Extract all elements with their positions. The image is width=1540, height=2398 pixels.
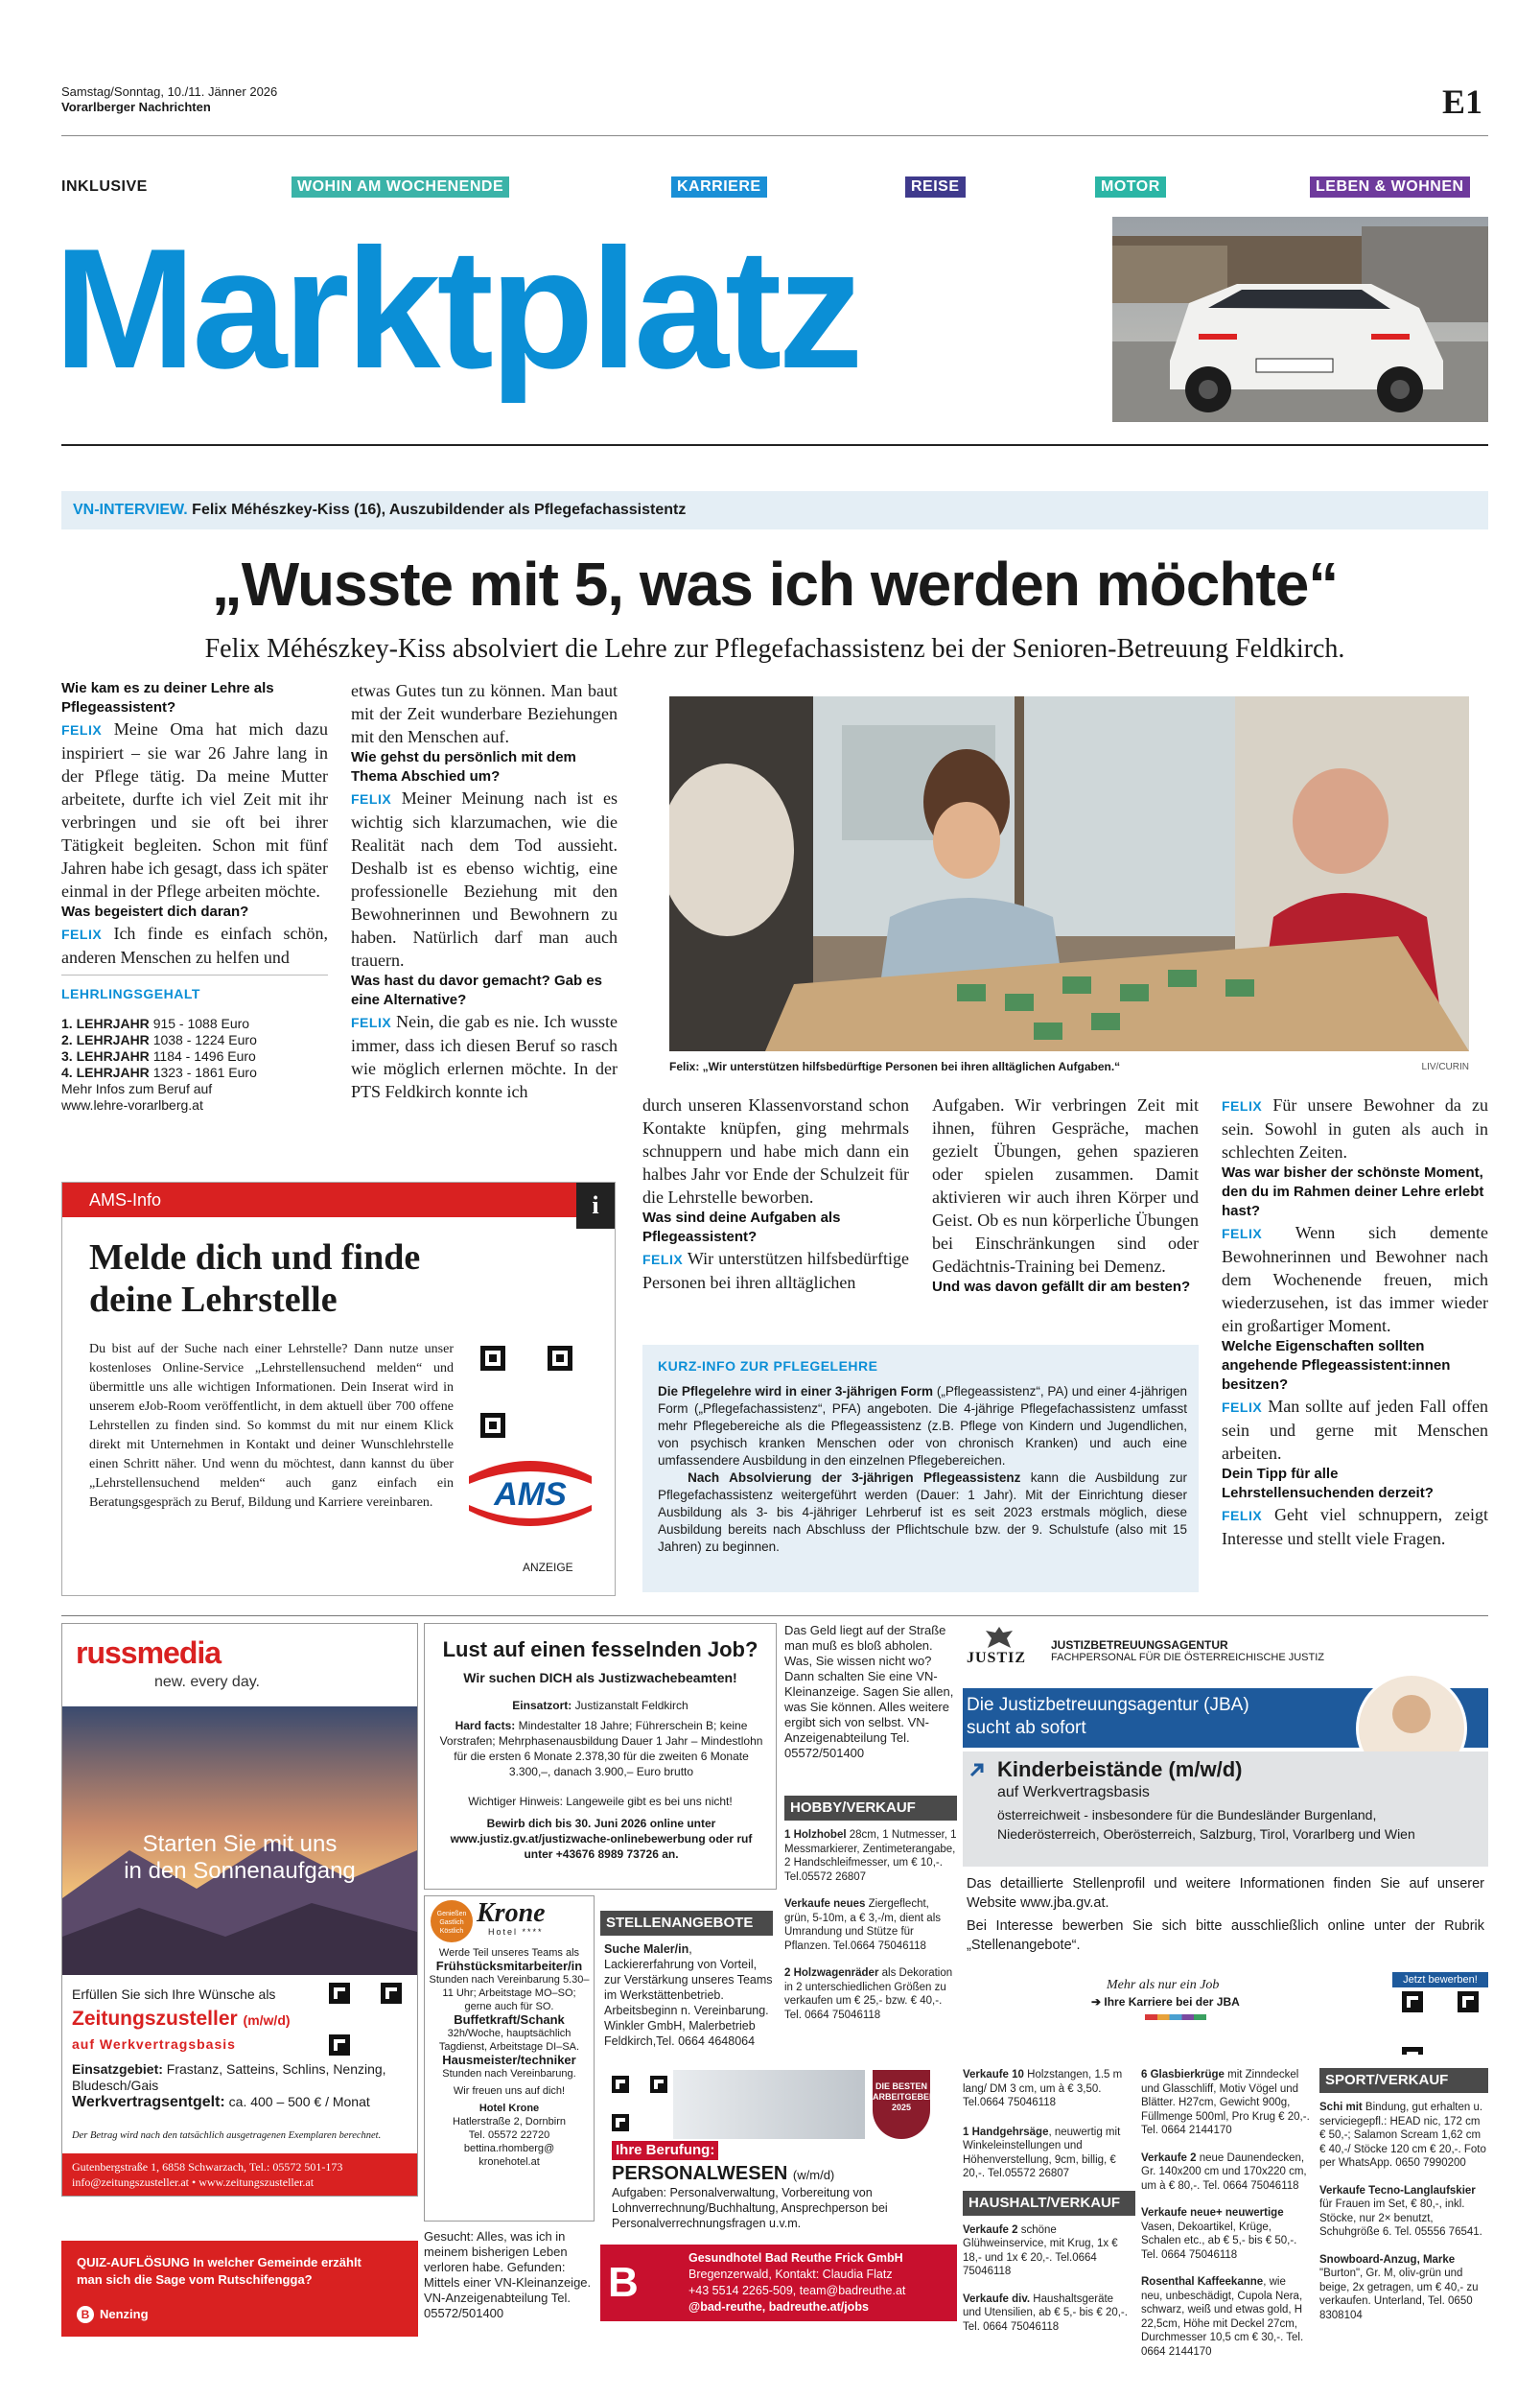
photo-credit: LIV/CURIN (1421, 1062, 1469, 1072)
russmedia-basis: auf Werkvertragsbasis (72, 2036, 236, 2052)
classified-item: 6 Glasbierkrüge mit Zinndeckel und Glasschliff, Motiv Vögel und Blätter. H27cm, Gewicht 900g, Füllmenge 500ml, Pro Krug € 20,-. Tel. 0664 2144170 (1141, 2069, 1310, 2136)
krone-logo: Krone (477, 1898, 546, 1928)
speaker-label: FELIX (642, 1252, 684, 1267)
russmedia-qr-code-icon[interactable] (329, 1983, 402, 2056)
hobby-items (784, 1828, 957, 2022)
answer-4: Nein, die gab es nie. Ich wusste immer, dass ich diesen Beruf so rasch wie möglich erlernen möchte. In der PTS Feldkirch konnte ich (351, 1012, 618, 1101)
classified-item: Snowboard-Anzug, Marke "Burton", Gr. M, oliv-grün und beige, 2x getragen, um € 40,- zu verkaufen. Unterland, Tel. 0650 8308104 (1319, 2253, 1479, 2321)
ams-text: Du bist auf der Suche nach einer Lehrstelle? Dann nutze unser kostenloses Online-Service „Lehrstellensuchend melden“ und übermittle uns alle wichtigen Informationen. Dein Inserat wird in unserem eJob-Room veröffentlicht, in dem aktuell über 700 offene Lehrstellen zu finden sind. So kommst du mit nur einem Klick direkt mit Unternehmen in Kontakt und deiner Wunschlehrstelle einen Schritt näher. Und wenn du möchtest, dann kannst du über „Lehrstellensuchend melden“ auch ganz einfach ein Beratungsgespräch zu Beruf, Bildung und Karriere vereinbaren. (89, 1342, 454, 1510)
justizwache-ort: Einsatzort: Justizanstalt Feldkirch (512, 1699, 688, 1712)
russmedia-logo: russmedia (76, 1635, 222, 1670)
classified-item: Verkaufe Tecno-Langlaufskier für Frauen im Set, € 80,-, inkl. Stöcke, nur 2× benutzt, Schuhgröße 6. Tel. 05556 76541. (1319, 2184, 1482, 2238)
justizwache-sub: Wir suchen DICH als Justizwachebeamten! (463, 1670, 737, 1685)
ams-tag: AMS-Info (62, 1183, 615, 1217)
jba-job-box (963, 1751, 1488, 1867)
reuthe-award-badge: DIE BESTEN ARBEITGEBER 2025 (873, 2070, 930, 2139)
ams-title: Melde dich und finde deine Lehrstelle (89, 1237, 421, 1320)
speaker-label: FELIX (1222, 1226, 1263, 1241)
article-column-1 (61, 679, 328, 1114)
classified-item: 2 Holzwagenräder als Dekoration in 2 unterschiedlichen Größen zu verkaufen um € 25,- bzw. € 40,-. Tel. 0664 75046118 (784, 1967, 953, 2021)
salary-title: LEHRLINGSGEHALT (61, 986, 200, 1001)
question-8: Welche Eigenschaften sollten angehende Pflegeassistent:innen besitzen? (1222, 1338, 1451, 1393)
jba-region: österreichweit - insbesondere für die Bundesländer Burgenland, Niederösterreich, Oberösterreich, Salzburg, Tirol, Vorarlberg und Wien (997, 1807, 1415, 1842)
question-3: Wie gehst du persönlich mit dem Thema Abschied um? (351, 749, 576, 785)
gesucht-text: Gesucht: Alles, was ich in meinem bisherigen Leben verloren habe. Gefunden: Mittels einer VN-Kleinanzeige. VN-Anzeigenabteilung Tel. 05572/501400 (424, 2229, 592, 2320)
masthead-title: Marktplatz (54, 213, 860, 404)
answer-6: Für unsere Bewohner da zu sein. Sowohl in guten als auch in schlechten Zeiten. (1222, 1095, 1488, 1162)
sport-section-title: SPORT/VERKAUF (1319, 2068, 1488, 2093)
hobby-section-title: HOBBY/VERKAUF (784, 1796, 957, 1821)
salary-row: 4. LEHRJAHR 1323 - 1861 Euro (61, 1065, 257, 1080)
question-5: Was sind deine Aufgaben als Pflegeassistent? (642, 1210, 841, 1245)
jba-qr-code-icon[interactable] (1402, 1991, 1479, 2055)
issue-date: Samstag/Sonntag, 10./11. Jänner 2026 (61, 84, 278, 99)
stellen-text: Suche Maler/in, Lackiererfahrung von Vorteil, zur Verstärkung unseres Teams im Werkstättenbetrieb. Arbeitsbeginn n. Vereinbarung. Winkler GmbH, Malerbetrieb Feldkirch,Tel. 0664 4648064 (604, 1942, 773, 2048)
reuthe-footer (600, 2245, 957, 2321)
classifieds-col-2 (1141, 2068, 1310, 2359)
russmedia-details: Einsatzgebiet: Frastanz, Satteins, Schlins, Nenzing, Bludesch/Gais Werkvertragsentgelt: ca. 400 – 500 € / Monat (72, 2061, 386, 2110)
answer-9: Geht viel schnuppern, zeigt Interesse und stellt viele Fragen. (1222, 1505, 1488, 1548)
kurzinfo-title: KURZ-INFO ZUR PFLEGELEHRE (658, 1358, 878, 1374)
answer-2: Ich finde es einfach schön, anderen Menschen zu helfen und (61, 924, 328, 967)
nav-wohin-am-wochenende[interactable]: WOHIN AM WOCHENENDE (292, 176, 509, 198)
reuthe-qr-code-icon[interactable] (612, 2076, 667, 2131)
classified-item: 1 Holzhobel 28cm, 1 Nutmesser, 1 Messmarkierer, Zentimeterangabe, 2 Handschleifmesser, um € 10,-. Tel.05572 26807 (784, 1829, 957, 1883)
salary-row: 1. LEHRJAHR 915 - 1088 Euro (61, 1016, 250, 1031)
speaker-label: FELIX (351, 791, 392, 807)
classified-item: Verkaufe neue+ neuwertige Vasen, Dekoartikel, Krüge, Schalen etc., ab € 5,- bis € 50,-. Tel. 0664 75046118 (1141, 2207, 1297, 2261)
sunrise-text-2: in den Sonnenaufgang (124, 1858, 356, 1884)
russmedia-wishes: Erfüllen Sie sich Ihre Wünsche als (72, 1987, 276, 2002)
answer-5: Wir unterstützen hilfsbedürftige Personen bei ihren alltäglichen (642, 1249, 909, 1292)
nav-leben-und-wohnen[interactable]: LEBEN & WOHNEN (1310, 176, 1470, 198)
question-9: Dein Tipp für alle Lehrstellensuchenden derzeit? (1222, 1466, 1434, 1501)
jba-slogan: Mehr als nur ein Job (1107, 1978, 1220, 1992)
section-rule (61, 1615, 1488, 1616)
more-info-link[interactable]: www.lehre-vorarlberg.at (61, 1097, 203, 1113)
classified-item: 1 Handgehrsäge, neuwertig mit Winkeleinstellungen und Höhenverstellung, 9cm, billig, € 20,-. Tel.05572 26807 (963, 2126, 1121, 2179)
reuthe-title: PERSONALWESEN (w/m/d) (612, 2163, 835, 2184)
answer-2-continued: etwas Gutes tun zu können. Man baut mit der Zeit wunderbare Beziehungen mit den Menschen auf. (351, 681, 618, 746)
reuthe-berufung: Ihre Berufung: (612, 2141, 718, 2160)
russmedia-job: Zeitungszusteller (m/w/d) (72, 2008, 291, 2030)
speaker-label: FELIX (1222, 1508, 1263, 1523)
speaker-label: FELIX (1222, 1399, 1263, 1415)
inklusive-label: INKLUSIVE (61, 178, 148, 195)
russmedia-tagline: new. every day. (154, 1674, 260, 1690)
nav-reise[interactable]: REISE (905, 176, 966, 198)
jba-profile: Das detaillierte Stellenprofil und weitere Informationen finden Sie auf unserer Website www.jba.gv.at. (967, 1876, 1484, 1911)
answer-4-continued: durch unseren Klassenvorstand schon Kontakte knüpfen, ging mehrmals schnuppern und habe mich dann ein halbes Jahr vor Ende der Schulzeit für die Lehrstelle beworben. (642, 1095, 909, 1207)
krone-details: Werde Teil unseres Teams als Frühstücksmitarbeiter/in Stunden nach Vereinbarung 5.30–11 Uhr; Arbeitstage MO–SO; gerne auch für SO. Buffetkraft/Schank 32h/Woche, hauptsächlich Tagdienst, Arbeitstage DI–SA. Hausmeister/techniker Stunden nach Vereinbarung. Wir freuen uns auf dich! Hotel Krone Hatlerstraße 2, Dornbirn Tel. 05572 22720 bettina.rhomberg@ kronehotel.at (429, 1947, 590, 2168)
jba-header-1: JUSTIZBETREUUNGSAGENTUR (1051, 1638, 1228, 1652)
jba-qr-label: Jetzt bewerben! (1392, 1972, 1488, 1987)
speaker-label: FELIX (351, 1015, 392, 1030)
sunrise-text-1: Starten Sie mit uns (142, 1831, 338, 1857)
russmedia-ad[interactable] (61, 1623, 418, 2197)
answer-8: Man sollte auf jeden Fall offen sein und gerne mit Menschen arbeiten. (1222, 1397, 1489, 1463)
quiz-letter-icon: B (77, 2306, 94, 2323)
quiz-box (61, 2241, 418, 2337)
ams-anzeige-label: ANZEIGE (523, 1561, 573, 1574)
kurzinfo-text: Die Pflegelehre wird in einer 3-jährigen Form („Pflegeassistenz“, PA) und einer 4-jährigen Form („Pflegefachassistenz“, PFA) angeboten. Die 4-jährige Pflegefachassistenz umfasst mehr Pflegebereiche als die Pflegeassistenz (z.B. Pflege von Kindern und Jugendlichen, von psychisch kranken Menschen oder von chronisch Kranken) und auch eine umfassendere Ausbildung in den einzelnen Pflegebereichen. Nach Absolvierung der 3-jährigen Pflegeassistenz kann die Ausbildung zur Pflegefachassistenz weitergeführt werden (Dauer: 1 Jahr). Mit der Einrichtung dieser Ausbildung als 3- bis 4-jähriger Lehrberuf ist es seit 2023 erstmals möglich, diese Ausbildung bereits nach Abschluss der Pflichtschule bzw. der 9. Schulstufe (also mit 15 Jahren) zu beginnen. (658, 1384, 1187, 1554)
answer-1: Meine Oma hat mich dazu inspiriert – sie war 26 Jahre lang in der Pflege tätig. Da meine Mutter arbeitete, durfte ich viel Zeit mit ihr verbringen und sie oft bei ihrer Tätigkeit begleiten. Schon mit fünf Jahren habe ich gesagt, dass ich später einmal in der Pflege arbeiten möchte. (61, 719, 328, 901)
subheadline: Felix Méhészkey-Kiss absolviert die Lehre zur Pflegefachassistenz bei der Senioren-Betreuung Feldkirch. (204, 634, 1345, 664)
krone-ad[interactable] (424, 1895, 595, 2222)
justizwache-hint: Wichtiger Hinweis: Langeweile gibt es bei uns nicht! (468, 1795, 733, 1808)
classifieds-col-1 (963, 2068, 1132, 2334)
speaker-label: FELIX (1222, 1098, 1263, 1114)
justizwache-facts: Hard facts: Mindestalter 18 Jahre; Führerschein B; keine Vorstrafen; Mehrphasenausbildung Dauer 1 Jahr – Mindestlohn für die ersten 6 Monate 2.378,30 für die zweiten 6 Monate 3.300,–, danach 3.900,– Euro brutto (439, 1719, 763, 1778)
article-column-2 (351, 679, 618, 1103)
page-label: E1 (1441, 82, 1482, 121)
classifieds-col-3 (1319, 2068, 1488, 2322)
answer-7: Wenn sich demente Bewohnerinnen und Bewohner nach dem Wochenende freuen, mich wiederzusehen, ist das immer wieder ein großartiger Moment. (1222, 1223, 1488, 1335)
publication-name: Vorarlberger Nachrichten (61, 100, 211, 114)
photo-caption: Felix: „Wir unterstützen hilfsbedürftige Personen bei ihren alltäglichen Aufgaben.“ (669, 1060, 1121, 1073)
answer-5-continued: Aufgaben. Wir verbringen Zeit mit ihnen, führen Gespräche, machen gezielt Übungen, gehen spazieren oder spielen zusammen. Damit aktivieren wir auch ihren Körper und Geist. Ob es nun körperliche Übungen bei Einschränkungen sind oder Gedächtnis-Training bei Demenz. (932, 1095, 1199, 1276)
question-7: Was war bisher der schönste Moment, den du im Rahmen deiner Lehre erlebt hast? (1222, 1164, 1484, 1219)
jba-apply: Bei Interesse bewerben Sie sich bitte ausschließlich online unter der Rubrik „Stellenangebote“. (967, 1918, 1484, 1953)
ams-ad[interactable] (61, 1182, 616, 1596)
jba-logo: JUSTIZ (967, 1650, 1027, 1666)
classified-item: Verkaufe 10 Holzstangen, 1.5 m lang/ DM 3 cm, um à € 3,50. Tel.0664 75046118 (963, 2069, 1123, 2108)
quiz-answer: Nenzing (100, 2307, 149, 2321)
interview-kicker (61, 491, 1488, 529)
eagle-icon (984, 1625, 1015, 1652)
justizwache-apply: Bewirb dich bis 30. Juni 2026 online unter www.justiz.gv.at/justizwache-onlinebewerbung oder ruf unter +43676 8989 73726 an. (450, 1817, 753, 1861)
krone-hotel-stars: Hotel **** (488, 1927, 544, 1937)
question-4: Was hast du davor gemacht? Gab es eine Alternative? (351, 973, 603, 1008)
jba-job-title: Kinderbeistände (m/w/d) (997, 1757, 1243, 1781)
info-icon: i (576, 1183, 615, 1229)
header-rule (61, 135, 1488, 136)
quiz-question: QUIZ-AUFLÖSUNG In welcher Gemeinde erzählt man sich die Sage vom Rutschifengga? (77, 2255, 362, 2287)
kicker-label: VN-INTERVIEW. (73, 502, 188, 518)
article-photo[interactable] (669, 696, 1469, 1051)
strasse-text: Das Geld liegt auf der Straße man muß es bloß abholen. Was, Sie wissen nicht wo? Dann schalten Sie eine VN-Kleinanzeige. Sagen Sie allen, was Sie können. Alles weitere ergibt sich von selbst. VN-Anzeigenabteilung Tel. 05572/501400 (784, 1623, 954, 1760)
justizwache-ad[interactable] (424, 1623, 777, 1890)
jba-slogan-2: ➔ Ihre Karriere bei der JBA (1091, 1995, 1240, 2009)
more-info-text: Mehr Infos zum Beruf auf (61, 1081, 213, 1096)
classified-item: Verkaufe neues Ziergeflecht, grün, 5-10m, a € 3,-/m, dient als Umrandung und Stütze für Pflanzen. Tel.0664 75046118 (784, 1898, 941, 1952)
car-image[interactable] (1112, 217, 1488, 422)
jba-basis: auf Werkvertragsbasis (997, 1784, 1150, 1800)
russmedia-footer: Gutenbergstraße 1, 6858 Schwarzach, Tel.: 05572 501-173 info@zeitungszusteller.at • www.zeitungszusteller.at (62, 2153, 417, 2197)
krone-badge-icon: Genießen Gastlich Köstlich (431, 1900, 473, 1942)
nav-motor[interactable]: MOTOR (1095, 176, 1166, 198)
kurzinfo-box (642, 1345, 1199, 1592)
salary-row: 3. LEHRJAHR 1184 - 1496 Euro (61, 1048, 256, 1064)
reuthe-ad[interactable] (600, 2066, 957, 2246)
reuthe-logo-icon: B (608, 2259, 639, 2306)
salary-row: 2. LEHRJAHR 1038 - 1224 Euro (61, 1032, 257, 1047)
classified-item: Verkaufe 2 schöne Glühweinservice, mit Krug, 1x € 18,- und 1x € 20,-. Tel.0664 75046118 (963, 2223, 1118, 2277)
arrow-icon (968, 1761, 986, 1778)
jba-ad[interactable] (963, 1623, 1488, 2055)
haushalt-section-title: HAUSHALT/VERKAUF (963, 2191, 1135, 2216)
kicker-text: Felix Méhészkey-Kiss (16), Auszubildender als Pflegefachassistentz (192, 502, 687, 518)
justizwache-title: Lust auf einen fesselnden Job? (442, 1637, 758, 1661)
classified-item: Verkaufe div. Haushaltsgeräte und Utensilien, ab € 5,- bis € 20,-. Tel. 0664 75046118 (963, 2292, 1128, 2333)
article-column-4 (932, 1093, 1199, 1297)
article-column-5 (1222, 1093, 1488, 1550)
jba-banner: Die Justizbetreuungsagentur (JBA) sucht ab sofort (963, 1688, 1488, 1748)
reuthe-contact: Gesundhotel Bad Reuthe Frick GmbH Bregenzerwald, Kontakt: Claudia Flatz +43 5514 2265-509, team@badreuthe.at @bad-reuthe, badreuthe.at/jobs (688, 2251, 906, 2314)
classified-item: Verkaufe 2 neue Daunendecken, Gr. 140x200 cm und 170x220 cm, um à € 80,-. Tel. 0664 75046118 (1141, 2151, 1307, 2192)
nav-karriere[interactable]: KARRIERE (671, 176, 767, 198)
answer-3: Meiner Meinung nach ist es wichtig sich klarzumachen, wie die Realität nach dem Tod aussieht. Deshalb ist es ebenso wichtig, eine professionelle Beziehung mit den Bewohnerinnen und Bewohnern zu haben. Natürlich darf man auch trauern. (351, 788, 618, 970)
classified-item: Schi mit Bindung, gut erhalten u. serviciegepfl.: HEAD nic, 172 cm € 50,-; Salamon Scream 1,62 cm € 40,-/ Stöcke 120 cm € 20,-. Foto per WhatsApp. 0650 7990200 (1319, 2102, 1486, 2169)
speaker-label: FELIX (61, 722, 103, 738)
question-6: Und was davon gefällt dir am besten? (932, 1279, 1191, 1295)
stellen-section-title: STELLENANGEBOTE (600, 1911, 773, 1936)
speaker-label: FELIX (61, 927, 103, 942)
ams-qr-code-icon[interactable] (480, 1346, 572, 1438)
jba-header-2: FACHPERSONAL FÜR DIE ÖSTERREICHISCHE JUSTIZ (1051, 1652, 1325, 1663)
headline: „Wusste mit 5, was ich werden möchte“ (211, 550, 1339, 619)
ams-logo (465, 1455, 595, 1534)
sunrise-image (62, 1706, 417, 1975)
russmedia-note: Der Betrag wird nach den tatsächlich ausgetragenen Exemplaren berechnet. (72, 2130, 382, 2141)
salary-list (61, 1016, 328, 1114)
jba-color-bar (1145, 2014, 1206, 2020)
classified-item: Rosenthal Kaffeekanne, wie neu, unbeschädigt, Cupola Nera, schwarz, weiß und etwas gold, H 22,5cm, Höhe mit Deckel 27cm, Durchmesser 10,5 cm € 30,-. Tel. 0664 2144170 (1141, 2276, 1304, 2358)
question-1: Wie kam es zu deiner Lehre als Pflegeassistent? (61, 680, 274, 716)
ams-logo-text: AMS (494, 1476, 567, 1513)
reuthe-photo (673, 2070, 865, 2139)
question-2: Was begeistert dich daran? (61, 904, 249, 920)
masthead-rule (61, 444, 1488, 446)
article-column-3 (642, 1093, 909, 1294)
reuthe-text: Aufgaben: Personalverwaltung, Vorbereitung von Lohnverrechnung/Buchhaltung, Ansprechperson bei Personalverrechnungsfragen u.v.m. (612, 2186, 888, 2230)
